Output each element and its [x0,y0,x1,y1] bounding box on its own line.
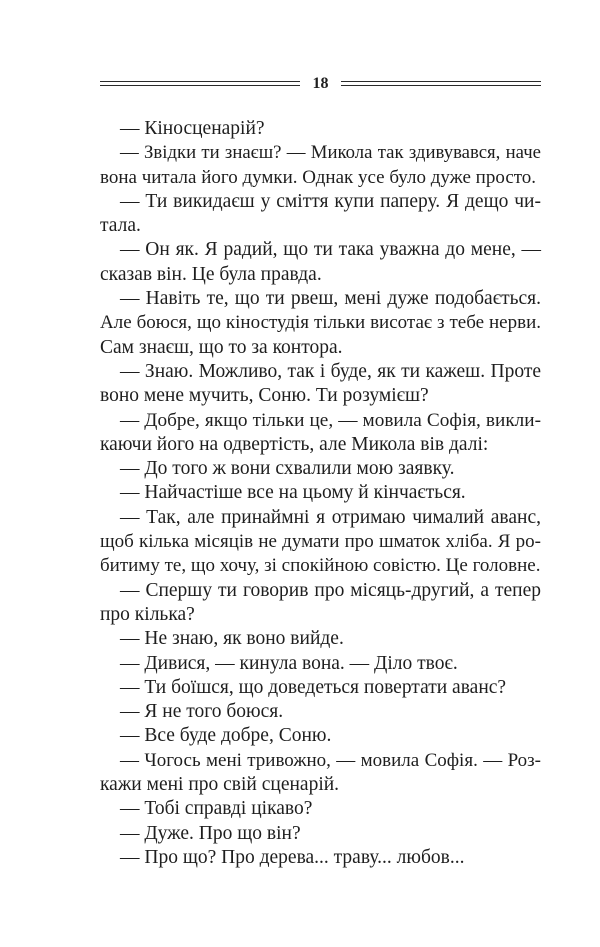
text-line: щоб кілька місяців не думати про шматок хліба. Я ро- [100,531,541,553]
text-line: — Я не того боюся. [120,701,284,723]
text-line: — Так, але принаймні я отримаю чималий аванс, [120,506,541,528]
text-line: — Звідки ти знаєш? — Микола так здивувався, наче [120,142,541,164]
text-line: — Кіносценарій? [120,118,265,139]
text-line: — Чогось мені тривожно, — мовила Софія. — Роз- [120,749,541,771]
text-line: — Он як. Я радий, що ти така уважна до мене, — [120,239,541,261]
text-line: — Спершу ти говорив про місяць-другий, а тепер [120,579,541,601]
text-line: — Ти викидаєш у сміття купи паперу. Я дещо чи- [120,190,541,212]
text-line: воно мене мучить, Соню. Ти розумієш? [100,385,429,407]
text-line: — До того ж вони схвалили мою заявку. [120,458,455,480]
text-line: кажи мені про свій сценарій. [100,774,340,796]
text-line: — Все буде добре, Соню. [120,725,332,747]
text-line: битиму те, що хочу, зі спокійною совістю. Це головне. [100,555,541,577]
text-line: — Дуже. Про що він? [120,822,301,844]
text-line: — Найчастіше все на цьому й кінчається. [120,482,466,504]
text-line: — Про що? Про дерева... траву... любов... [120,846,465,868]
text-line: Але боюся, що кіностудія тільки висотає з тебе нерви. [100,312,541,334]
text-line: — Навіть те, що ти рвеш, мені дуже подобається. [120,288,541,310]
text-line: сказав він. Це була правда. [100,263,322,285]
text-line: — Знаю. Можливо, так і буде, як ти кажеш. Проте [120,360,541,382]
text-line: тала. [100,215,141,237]
text-line: про кілька? [100,603,195,625]
text-line: вона читала його думки. Однак усе було дуже просто. [100,166,537,188]
body-text [100,117,541,870]
page-header [100,74,541,94]
header-rule-right [341,81,541,86]
text-line: — Тобі справді цікаво? [120,798,313,820]
page-number: 18 [312,75,329,92]
text-line: — Добре, якщо тільки це, — мовила Софія, викли- [120,409,541,431]
text-line: каючи його на одвертість, але Микола вів далі: [100,433,489,455]
text-line: — Не знаю, як воно вийде. [120,628,344,650]
text-line: — Ти боїшся, що доведеться повертати аванс? [120,676,507,698]
text-line: — Дивися, — кинула вона. — Діло твоє. [120,652,458,674]
text-line: Сам знаєш, що то за контора. [100,336,343,358]
